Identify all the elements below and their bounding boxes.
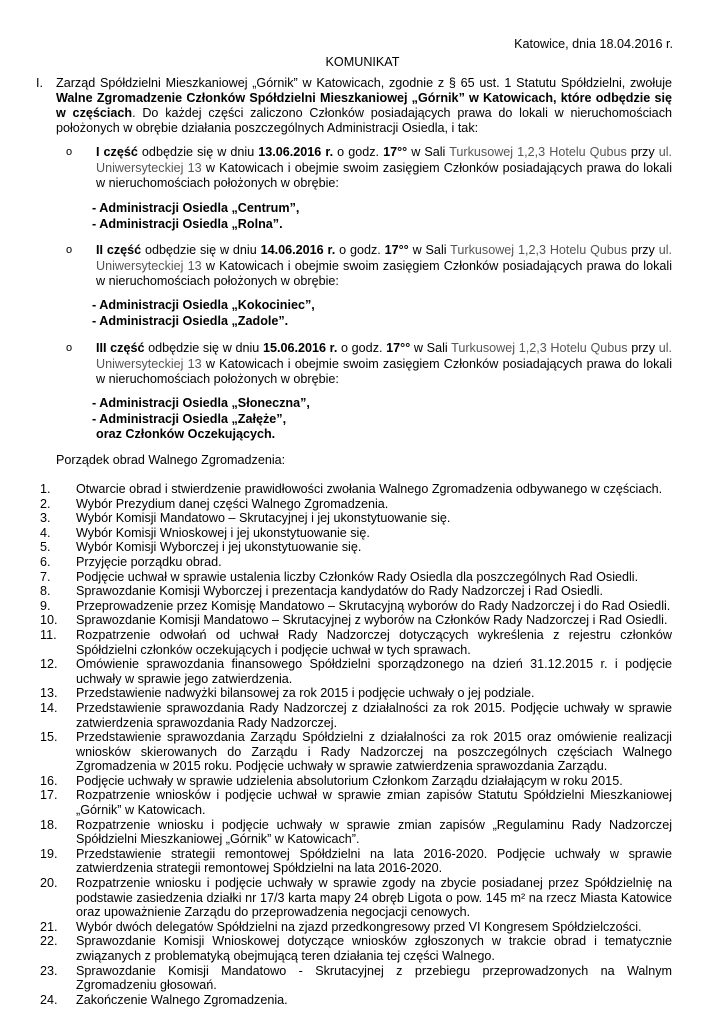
admin-item: oraz Członków Oczekujących. <box>96 427 276 441</box>
agenda-item-number: 22. <box>40 934 58 949</box>
agenda-item <box>0 686 672 701</box>
part-text: przy <box>627 341 659 355</box>
agenda-item-text: Podjęcie uchwały w sprawie udzielenia absolutorium Członkom Zarządu działającym w roku 2015. <box>76 773 623 788</box>
agenda-item-text: Otwarcie obrad i stwierdzenie prawidłowości zwołania Walnego Zgromadzenia odbywanego w częściach. <box>76 482 663 496</box>
agenda-item <box>0 657 672 686</box>
agenda-item <box>0 540 672 555</box>
agenda-item-number: 18. <box>40 817 58 832</box>
agenda-item-text: Przedstawienie sprawozdania Zarządu Spółdzielni z działalności za rok 2015 oraz omówienie realizacji wniosków skierowanych do Zarządu i Rady Nadzorczej na poszczególnych częściach Walnego Zgromadzenia w 2015 roku. Podjęcie uchwały w sprawie zatwierdzenia sprawozdania Zarządu. <box>76 730 672 774</box>
agenda-item <box>0 701 672 730</box>
bullet-icon: o <box>66 342 73 354</box>
agenda-item-number: 9. <box>40 598 51 613</box>
agenda-item-text: Podjęcie uchwał w sprawie ustalenia liczby Członków Rady Osiedla dla poszczególnych Rad Osiedli. <box>76 569 639 584</box>
agenda-item-text: Omówienie sprawozdania finansowego Spółdzielni sporządzonego na dzień 31.12.2015 r. i podjęcie uchwały w sprawie jego zatwierdzenia. <box>76 657 672 686</box>
part-text: odbędzie się w dniu <box>137 145 259 159</box>
meeting-part-2 <box>66 243 673 290</box>
agenda-item <box>0 628 672 657</box>
part-text: przy <box>627 243 659 257</box>
part-date: 13.06.2016 r. <box>258 145 334 159</box>
admin-list-3 <box>92 396 310 443</box>
agenda-item-text: Zakończenie Walnego Zgromadzenia. <box>76 992 288 1007</box>
agenda-item-text: Przedstawienie sprawozdania Rady Nadzorczej z działalności za rok 2015. Podjęcie uchwały w sprawie zatwierdzenia sprawozdania Rady Nadzorczej. <box>76 700 672 730</box>
part-time: 17°° <box>384 243 409 257</box>
agenda-item <box>0 876 672 920</box>
agenda-item-number: 6. <box>40 554 51 569</box>
intro-text-bold: Walne Zgromadzenie Członków Spółdzielni Mieszkaniowej „Górnik” w Katowicach, które odbędzie się w częściach <box>56 91 672 120</box>
part-text: w Sali <box>407 145 450 159</box>
agenda-item <box>0 555 672 570</box>
agenda-item-text: Przedstawienie nadwyżki bilansowej za rok 2015 i podjęcie uchwały o jej podziale. <box>76 686 535 701</box>
agenda-item-text: Rozpatrzenie wniosku i podjęcie uchwały w sprawie zgody na zbycie posiadanej przez Spółdzielnię na podstawie zasiedzenia działki nr 17/3 karta mapy 24 obręb Ligota o pow. 145 m² na rzecz Miasta Katowice oraz upoważnienie Zarządu do przeprowadzenia negocjacji cenowych. <box>76 876 672 920</box>
document-title: KOMUNIKAT <box>325 55 400 69</box>
agenda-item <box>0 526 672 541</box>
agenda-item-text: Sprawozdanie Komisji Wnioskowej dotyczące wniosków zgłoszonych w trakcie obrad i tematycznie związanych z problematyką obejmującą teren działania tej części Walnego. <box>76 934 672 963</box>
part-street: ul. Uniwersyteckiej 13 <box>96 341 672 371</box>
agenda-item <box>0 482 672 497</box>
part-text: odbędzie się w dniu <box>141 243 261 257</box>
agenda-item-text: Rozpatrzenie wniosku i podjęcie uchwały w sprawie zmian zapisów „Regulaminu Rady Nadzorczej Spółdzielni Mieszkaniowej „Górnik” w Katowicach”. <box>76 817 672 847</box>
agenda-item <box>0 730 672 774</box>
agenda-item-number: 3. <box>40 511 51 526</box>
agenda-item-number: 21. <box>40 919 58 934</box>
part-label: III część <box>96 341 145 355</box>
part-label: I część <box>96 145 138 159</box>
part-text: o godz. <box>337 341 387 355</box>
admin-item: - Administracji Osiedla „Załęże”, <box>92 411 287 426</box>
agenda-item <box>0 511 672 526</box>
agenda-item <box>0 818 672 847</box>
agenda-item <box>0 847 672 876</box>
agenda-item-number: 5. <box>40 540 51 555</box>
agenda-item <box>0 570 672 585</box>
agenda-item <box>0 584 672 599</box>
agenda-item <box>0 788 672 817</box>
agenda-item-number: 19. <box>40 846 58 861</box>
part-date: 15.06.2016 r. <box>262 341 338 355</box>
agenda-item-text: Wybór Komisji Mandatowo – Skrutacyjnej i jej ukonstytuowanie się. <box>76 511 451 526</box>
agenda-item-text: Przedstawienie strategii remontowej Spółdzielni na lata 2016-2020. Podjęcie uchwały w sprawie zatwierdzenia strategii remontowej Spółdzielni na lata 2016-2020. <box>76 846 672 876</box>
agenda-item <box>0 920 672 935</box>
bullet-icon: o <box>66 146 73 158</box>
part-text: w Katowicach i obejmie swoim zasięgiem Członków posiadających prawa do lokali w nieruchomościach położonych w obrębie: <box>96 356 672 386</box>
agenda-item-text: Wybór Komisji Wnioskowej i jej ukonstytuowanie się. <box>76 525 370 540</box>
agenda-item-text: Sprawozdanie Komisji Wyborczej i prezentacja kandydatów do Rady Nadzorczej i Rad Osiedli. <box>76 584 603 599</box>
intro-text-1: Zarząd Spółdzielni Mieszkaniowej „Górnik” w Katowicach, zgodnie z § 65 ust. 1 Statutu Spółdzielni, zwołuje <box>56 76 672 90</box>
agenda-item <box>0 599 672 614</box>
part-venue: Turkusowej 1,2,3 Hotelu Qubus <box>451 341 628 355</box>
admin-item: - Administracji Osiedla „Rolna”. <box>92 216 283 231</box>
agenda-item-number: 14. <box>40 700 58 715</box>
agenda-item-number: 10. <box>40 613 58 628</box>
part-text: w Katowicach i obejmie swoim zasięgiem Członków posiadających prawa do lokali w nieruchomościach położonych w obrębie: <box>96 258 672 288</box>
agenda-item-number: 1. <box>40 482 51 496</box>
admin-list-1 <box>92 201 299 232</box>
admin-item: - Administracji Osiedla „Słoneczna”, <box>92 396 310 410</box>
part-text: o godz. <box>333 145 384 159</box>
intro-paragraph <box>36 76 672 136</box>
admin-item: - Administracji Osiedla „Centrum”, <box>92 201 300 215</box>
date-line: Katowice, dnia 18.04.2016 r. <box>514 37 673 51</box>
agenda-item-text: Sprawozdanie Komisji Mandatowo – Skrutacyjnej z wyborów na Członków Rady Nadzorczej i Rad Osiedli. <box>76 613 668 628</box>
part-text: w Katowicach i obejmie swoim zasięgiem Członków posiadających prawa do lokali w nieruchomościach położonych w obrębie: <box>96 160 672 190</box>
agenda-item-number: 16. <box>40 773 58 788</box>
agenda-item-number: 15. <box>40 730 58 745</box>
agenda-item-number: 11. <box>40 627 57 642</box>
part-text: w Sali <box>410 341 452 355</box>
agenda-item-number: 24. <box>40 992 58 1007</box>
part-text: odbędzie się w dniu <box>144 341 263 355</box>
part-text: w Sali <box>408 243 451 257</box>
agenda-item-text: Sprawozdanie Komisji Mandatowo - Skrutacyjnej z przebiegu przeprowadzonych na Walnym Zgromadzeniu głosowań. <box>76 963 672 993</box>
intro-text-2: . Do każdej części zaliczono Członków posiadających prawa do lokali w nieruchomościach położonych w obrębie działania poszczególnych Administracji Osiedla, i tak: <box>56 106 672 135</box>
agenda-item <box>0 993 672 1008</box>
agenda-item-text: Wybór Komisji Wyborczej i jej ukonstytuowanie się. <box>76 540 362 555</box>
agenda-item-number: 13. <box>40 686 58 701</box>
part-text: o godz. <box>335 243 385 257</box>
part-venue: Turkusowej 1,2,3 Hotelu Qubus <box>450 243 628 257</box>
agenda-item-number: 4. <box>40 525 51 540</box>
agenda-item <box>0 774 672 789</box>
admin-item: - Administracji Osiedla „Zadole”. <box>92 313 289 328</box>
agenda-list <box>0 482 725 1007</box>
agenda-item-number: 12. <box>40 657 58 672</box>
agenda-item <box>0 497 672 512</box>
agenda-item-number: 7. <box>40 569 51 584</box>
agenda-item <box>0 934 672 963</box>
part-time: 17°° <box>386 341 411 355</box>
agenda-item-number: 2. <box>40 496 51 511</box>
agenda-item-text: Rozpatrzenie odwołań od uchwał Rady Nadzorczej dotyczących wykreślenia z rejestru członków Spółdzielni członków oczekujących i podjęcie uchwał w tych sprawach. <box>76 627 672 657</box>
bullet-icon: o <box>66 244 73 256</box>
agenda-item-number: 23. <box>40 963 58 978</box>
agenda-item-number: 17. <box>40 788 58 803</box>
part-street: ul. Uniwersyteckiej 13 <box>96 145 673 175</box>
meeting-part-1 <box>66 145 673 192</box>
agenda-item-text: Przyjęcie porządku obrad. <box>76 554 222 569</box>
admin-item: - Administracji Osiedla „Kokociniec”, <box>92 298 315 312</box>
part-venue: Turkusowej 1,2,3 Hotelu Qubus <box>449 145 627 159</box>
agenda-item <box>0 964 672 993</box>
agenda-item-text: Przeprowadzenie przez Komisję Mandatowo – Skrutacyjną wyborów do Rady Nadzorczej i do Rad Osiedli. <box>76 598 671 613</box>
part-date: 14.06.2016 r. <box>260 243 336 257</box>
part-time: 17°° <box>383 145 408 159</box>
meeting-part-3 <box>66 341 672 388</box>
agenda-item-number: 8. <box>40 584 51 599</box>
agenda-item <box>0 613 672 628</box>
agenda-item-text: Rozpatrzenie wniosków i podjęcie uchwał w sprawie zmian zapisów Statutu Spółdzielni Mieszkaniowej „Górnik” w Katowicach. <box>76 788 672 818</box>
section-numeral: I. <box>36 76 43 90</box>
part-text: przy <box>626 145 659 159</box>
part-street: ul. Uniwersyteckiej 13 <box>96 243 673 273</box>
admin-list-2 <box>92 298 315 329</box>
agenda-title: Porządek obrad Walnego Zgromadzenia: <box>56 453 286 467</box>
agenda-item-text: Wybór Prezydium danej części Walnego Zgromadzenia. <box>76 496 389 511</box>
part-label: II część <box>96 243 142 257</box>
agenda-item-number: 20. <box>40 876 58 891</box>
agenda-item-text: Wybór dwóch delegatów Spółdzielni na zjazd przedkongresowy przed VI Kongresem Spółdzielczości. <box>76 919 642 934</box>
